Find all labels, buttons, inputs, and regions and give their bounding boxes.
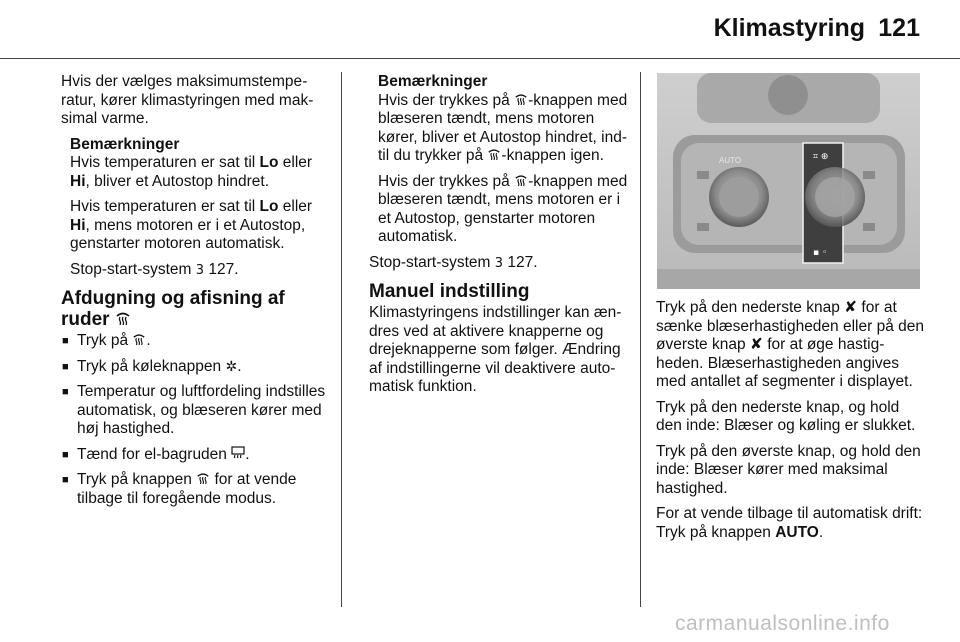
note-paragraph [70,198,327,254]
section-heading: Manuel indstilling [369,281,530,302]
text: Tryk på den nederste knap [656,299,845,316]
instruction-list [61,332,327,508]
text: Tryk på køleknappen [77,357,226,375]
text: Hvis temperaturen er sat til [70,154,260,171]
ref-text: Stop-start-system [369,253,491,271]
text: Tryk på knappen [77,471,197,488]
hi-label: Hi [70,172,86,190]
ref-arrow-icon: 3 [494,255,504,271]
ref-page: 127. [208,260,239,278]
lo-label: Lo [259,198,279,215]
defrost-icon [115,310,131,327]
defrost-icon [487,147,501,162]
text: . [146,332,151,349]
text: for at sænke blæserhastigheden eller på den øverste knap [656,299,924,353]
text: for at vende tilbage til foregående modus. [77,471,297,507]
ref-page: 127. [507,253,538,271]
lo-label: Lo [259,154,279,171]
svg-text:▪ ◦: ▪ ◦ [813,248,828,258]
cross-reference[interactable] [70,261,327,281]
column-divider [341,72,342,607]
intro-paragraph: Hvis der vælges maksimumstemperatur, kører klimastyringen med maksimal varme. [61,73,314,127]
watermark-url: carmanualsonline.info [675,612,890,635]
column-divider [640,72,641,607]
text: , bliver et Autostop hindret. [85,172,270,190]
fan-icon: ✘ [749,336,763,353]
hi-label: Hi [70,216,86,234]
text: . [818,523,824,541]
list-item [61,471,327,508]
snowflake-icon: ✲ [225,357,238,374]
list-item [61,358,327,377]
page-number: 121 [878,14,920,42]
defrost-icon [196,471,210,486]
svg-text:⌗ ⊕: ⌗ ⊕ [813,152,829,162]
cross-reference[interactable] [369,254,631,274]
body-paragraph [656,505,926,542]
note-block [61,136,327,281]
column-left [61,73,327,515]
column-middle [369,73,631,404]
note-heading: Bemærkninger [70,135,180,153]
note-paragraph [378,173,631,247]
text: Hvis temperaturen er sat til [70,198,260,215]
text: Hvis der trykkes på [378,172,515,190]
text: -knappen med blæseren tændt, mens motoren kører, bliver et Autostop hindret, indtil du trykker på [378,91,628,164]
text: for at øge hastigheden. Blæserhastigheden angives med antallet af segmenter i displayet. [656,336,913,390]
defrost-icon [132,332,146,347]
body-paragraph: Tryk på den øverste knap, og hold den inde: Blæser kører med maksimal hastighed. [656,442,921,497]
heading-text: Afdugning og afisning af ruder [61,288,285,330]
text: For at vende tilbage til automatisk drift: Tryk på knappen [656,505,923,541]
list-item [61,383,327,439]
body-paragraph: Klimastyringens indstillinger kan ændres ved at aktivere knapperne og drejeknapperne som følger. Ændring af indstillingerne vil deaktivere automatisk funktion. [369,304,622,395]
text: -knappen med blæseren tændt, mens motoren er i et Autostop, genstarter motoren automatisk. [378,172,628,245]
page-title: Klimastyring [713,14,865,42]
text: . [237,357,242,375]
auto-button-label: AUTO [775,523,819,541]
text: . [245,445,250,463]
climate-panel-photo [657,73,920,289]
note-paragraph [70,154,327,191]
body-paragraph: Tryk på den nederste knap, og hold den inde: Blæser og køling er slukket. [656,398,916,434]
rear-window-heat-icon [231,446,245,461]
body-paragraph [656,299,926,392]
ref-text: Stop-start-system [70,260,192,278]
note-heading: Bemærkninger [378,73,488,90]
text: Tryk på [77,332,133,349]
text: , mens motoren er i et Autostop, genstarter motoren automatisk. [70,216,306,252]
list-item [61,446,327,465]
note-block [369,73,631,247]
section-heading [61,288,327,330]
ref-arrow-icon: 3 [195,262,205,278]
text: Tænd for el-bagruden [77,445,232,463]
auto-label: AUTO [719,156,742,165]
list-item [61,332,327,351]
fan-icon: ✘ [844,299,858,316]
text: eller [278,154,313,171]
text: Hvis der trykkes på [378,91,515,109]
column-right [656,299,926,549]
defrost-icon [514,92,528,107]
text: Temperatur og luftfordeling indstilles automatisk, og blæseren kører med høj hastighed. [77,383,326,437]
note-paragraph [378,92,631,166]
page-header [0,0,960,59]
defrost-icon [514,173,528,188]
text: eller [278,198,313,215]
text: -knappen igen. [501,147,604,164]
